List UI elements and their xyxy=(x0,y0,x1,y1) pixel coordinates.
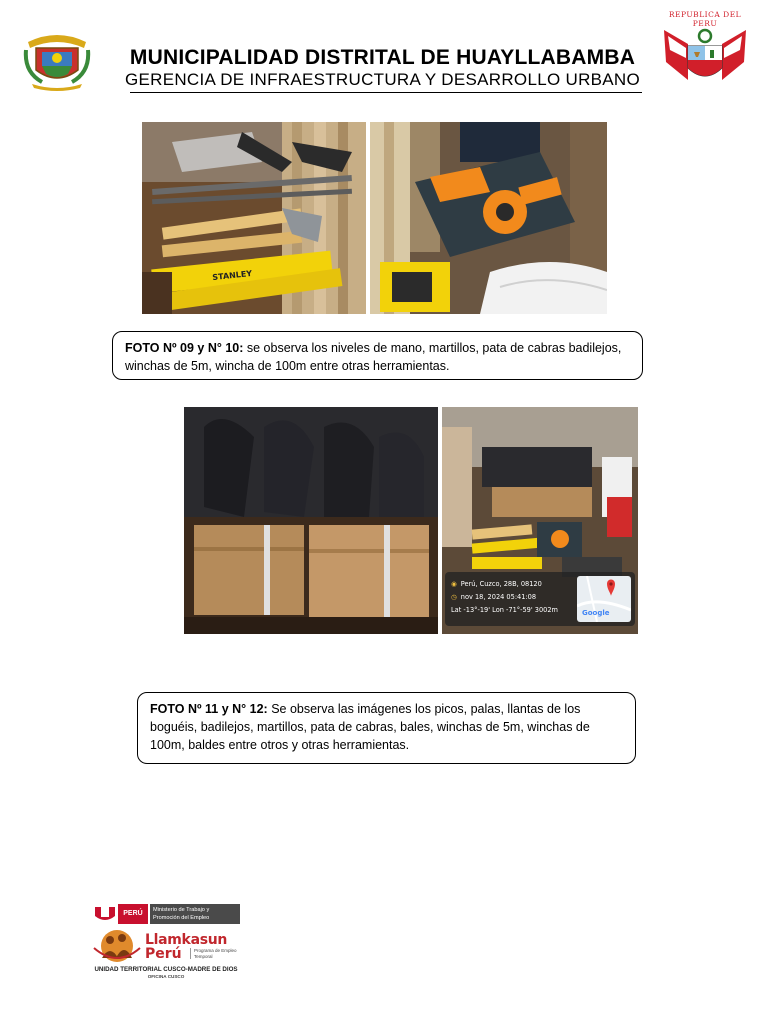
workers-emblem-icon xyxy=(92,928,142,964)
program-name: Programa de Empleo Temporal xyxy=(190,948,244,959)
stanley-level-brand: STANLEY xyxy=(211,268,253,283)
gps-location-stamp xyxy=(445,572,635,626)
google-wordmark: Google xyxy=(582,609,610,617)
seal-text: REPUBLICA DEL PERU xyxy=(668,10,742,28)
municipal-crest-logo xyxy=(22,28,92,92)
caption-text: Se observa las imágenes los picos, palas, llantas de los boguéis, badilejos, martillos, pata de cabras, bales, winchas de 5m, winchas de 100m, baldes entre otros y otras herramientas. xyxy=(150,702,590,752)
ministry-banner xyxy=(92,904,240,924)
territorial-unit: UNIDAD TERRITORIAL CUSCO-MADRE DE DIOS xyxy=(94,966,238,973)
gps-location-row xyxy=(451,578,576,591)
gps-datetime: nov 18, 2024 05:41:08 xyxy=(460,593,537,601)
photo-caption-09-10 xyxy=(112,331,643,380)
photo-09-levels-hammers xyxy=(142,122,366,314)
photo-10-measuring-tapes xyxy=(370,122,607,314)
clock-icon: ◷ xyxy=(451,593,457,601)
photo-caption-11-12 xyxy=(137,692,636,764)
peru-coat-of-arms-seal xyxy=(658,10,752,92)
map-pin-icon xyxy=(607,580,615,597)
gps-datetime-row xyxy=(451,591,576,604)
location-pin-icon: ◉ xyxy=(451,580,457,588)
gps-minimap xyxy=(577,576,631,622)
gps-coords: Lat -13°-19' Lon -71°-59' 3002m xyxy=(451,606,558,614)
department-subtitle: GERENCIA DE INFRAESTRUCTURA Y DESARROLLO URBANO xyxy=(124,70,641,89)
peru-label: PERÚ xyxy=(118,904,148,924)
caption-lead: FOTO Nº 09 y N° 10: xyxy=(125,341,244,355)
photo-11-wheelbarrow-tires-boxes xyxy=(184,407,438,634)
gps-location: Perú, Cuzco, 28B, 08120 xyxy=(460,580,542,588)
ministry-name: Ministerio de Trabajo y Promoción del Empleo xyxy=(150,904,240,924)
caption-text: se observa los niveles de mano, martillos, pata de cabras badilejos, winchas de 5m, wincha de 100m entre otras herramientas. xyxy=(125,341,622,373)
peru-wordmark: Perú xyxy=(145,946,182,962)
llamkasun-wordmark: Llamkasun xyxy=(145,932,228,948)
municipality-title: MUNICIPALIDAD DISTRITAL DE HUAYLLABAMBA xyxy=(129,46,636,69)
footer-program-logos xyxy=(90,900,242,980)
office-name: OFICINA CUSCO xyxy=(147,974,185,979)
caption-lead: FOTO Nº 11 y N° 12: xyxy=(150,702,268,716)
peru-shield-icon xyxy=(94,904,116,924)
header-underline xyxy=(130,92,642,93)
